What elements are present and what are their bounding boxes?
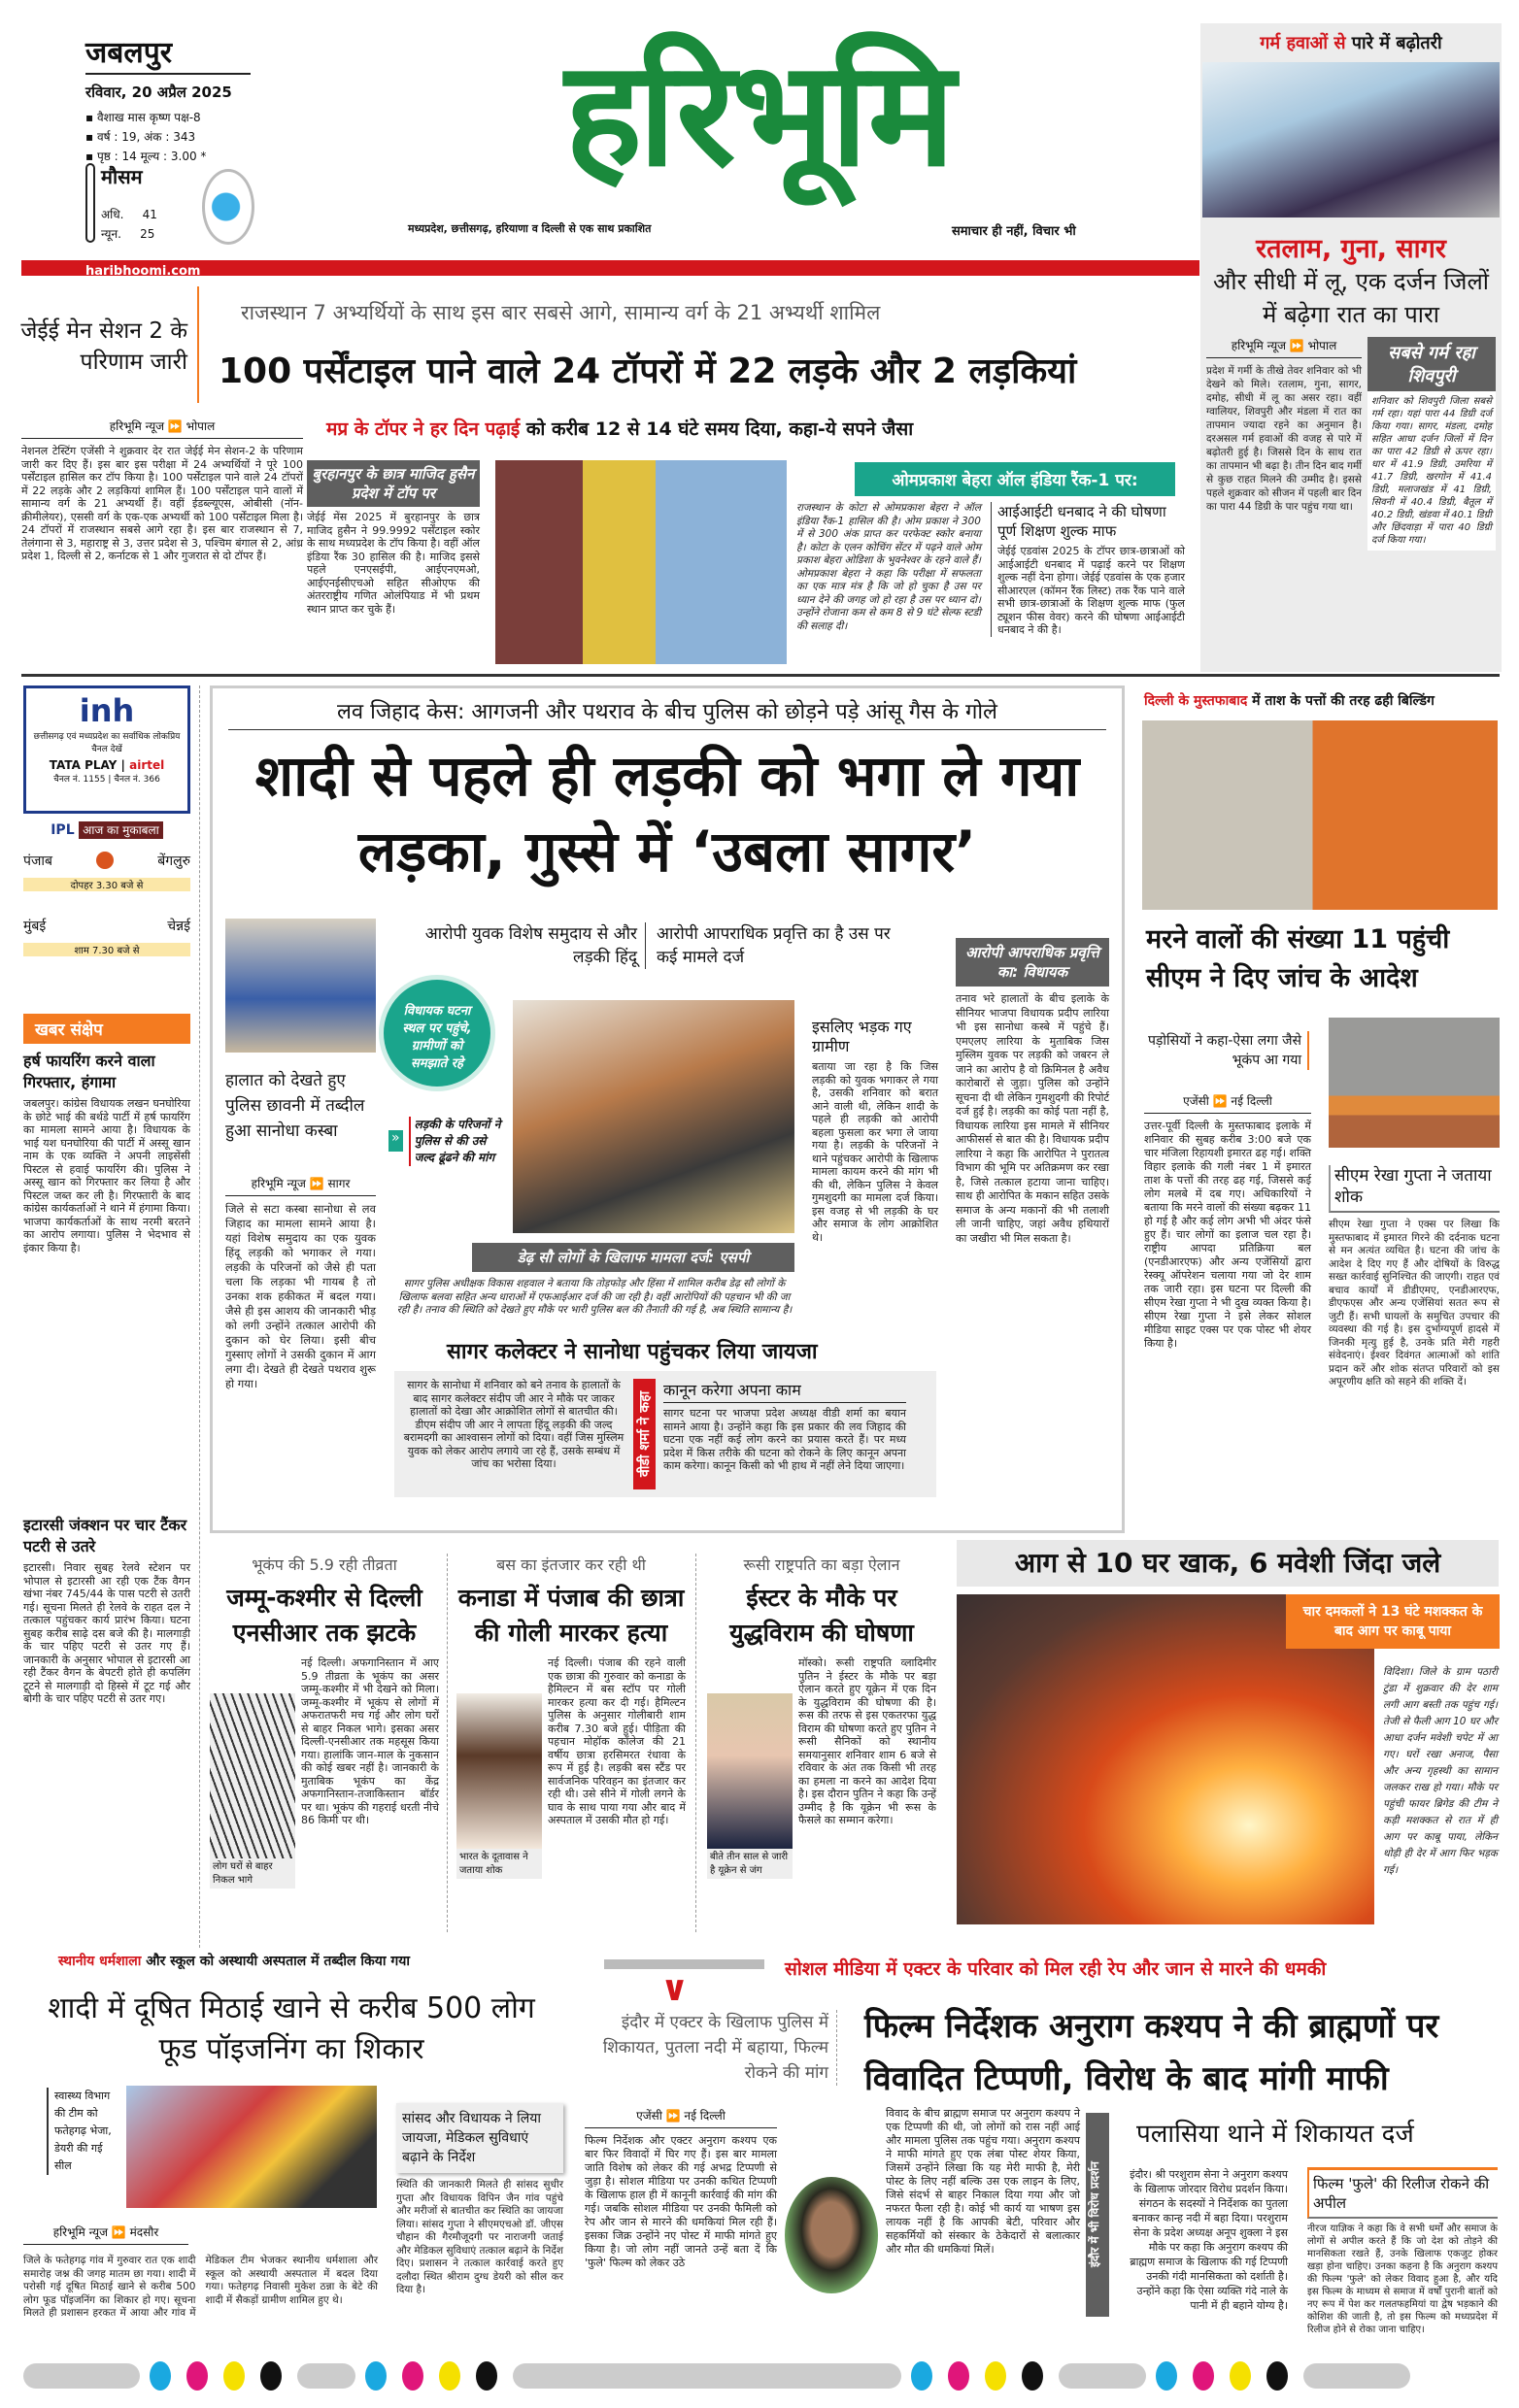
indore-headline: पलासिया थाने में शिकायत दर्ज [1136, 2120, 1414, 2149]
max-temp: 41 [142, 208, 157, 221]
kashyap-body-1: फिल्म निर्देशक और एक्टर अनुराग कश्यप एक बार फिर विवादों में घिर गए हैं। इस बार मामला जाति विशेष को लेकर की गई अभद्र टिप्पणी से जुड़ा है। सोशल मीडिया पर उनकी कथित टिप्पणी के खिलाफ हाल ही में कानूनी कार्रवाई की मांग की गई। जबकि सोशल मीडिया पर उनकी फैमिली को रेप और जान से मारने की धमकियां मिल रही हैं। इसका जिक्र उन्होंने नए पोस्ट में माफी मांगते हुए किया है। जो लोग नहीं जानते उन्हें बता दें कि 'फुले' फिल्म को लेकर उठे [585, 2134, 777, 2269]
jee-body: नेशनल टेस्टिंग एजेंसी ने शुक्रवार देर रात जेईई मेन सेशन-2 के परिणाम जारी कर दिए हैं। इस बार इस परीक्षा में 24 अभ्यर्थियों ने पूरे 100 पर्सेंटाइल हासिल कर टॉप किया है। 100 पर्सेंटाइल पाने वाले 24 टॉपरों में 22 लड़के और 2 लड़कियां शामिल हैं। 100 पर्सेंटाइल पाने वालों में सामान्य वर्ग के 21 अभ्यर्थी हैं। वहीं ईडब्ल्यूएस, ओबीसी (नॉन-क्रीमीलेयर), एससी वर्ग के एक-एक अभ्यर्थी को 100 पर्सेंटाइल मिला है। 24 टॉपरों में राजस्थान सबसे आगे रहा है। इस बार राजस्थान से 7, तेलंगाना से 3, महाराष्ट्र से 3, उत्तर प्रदेश से 3, पश्चिम बंगाल से 2, आंध्र प्रदेश 1, दिल्ली से 2, कर्नाटक से 1 और गुजरात से दो टॉपर हैं। [21, 445, 303, 562]
chevron-bar [604, 1959, 764, 1969]
collapse-photo [1142, 720, 1498, 910]
website-bar [21, 260, 1199, 279]
tagline-right: समाचार ही नहीं, विचार भी [952, 224, 1076, 239]
kashyap-side: इंदौर में एक्टर के खिलाफ पुलिस में शिकायत, पुतला नदी में बहाया, फिल्म रोकने की मांग [594, 2010, 837, 2086]
police-box: डेढ़ सौ लोगों के खिलाफ मामला दर्ज: एसपी सागर पुलिस अधीक्षक विकास शहवाल ने बताया कि तोड़फोड़ और हिंसा में शामिल करीब डेढ़ सौ लोगों के खिलाफ बलवा सहित अन्य धाराओं में एफआईआर दर्ज की जा रही है। वहीं आरोपियों की पहचान भी की जा रही है। तनाव की स्थिति को देखते हुए मौके पर भारी पुलिस बल की तैनाती की गई है, अब स्थिति सामान्य है। [394, 1243, 794, 1318]
mla-circle: विधायक घटना स्थल पर पहुंचे, ग्रामीणों को समझाते रहे [379, 975, 495, 1091]
food-caption: स्वास्थ्य विभाग की टीम को फतेहगढ़ भेजा, डेयरी की गई सील [47, 2088, 118, 2175]
double-chevron-icon: » [388, 1130, 403, 1152]
cloud-icon [202, 169, 254, 245]
food-headline: शादी में दूषित मिठाई खाने से करीब 500 लोग फूड पॉइजनिंग का शिकार [48, 1991, 535, 2066]
cricket-ball-icon [96, 852, 114, 869]
meta-line: ▪ पृष्ठ : 14 मूल्य : 3.00 * [85, 150, 207, 163]
collector-headline: सागर कलेक्टर ने सानोधा पहुंचकर लिया जायजा [447, 1340, 818, 1364]
delhi-quote: पड़ोसियों ने कहा-ऐसा लगा जैसे भूकंप आ गया [1146, 1031, 1309, 1070]
jee-kicker: राजस्थान 7 अभ्यर्थियों के साथ इस बार सबसे आगे, सामान्य वर्ग के 21 अभ्यर्थी शामिल [241, 301, 881, 324]
fire-badge: चार दमकलों ने 13 घंटे मशक्कत के बाद आग पर काबू पाया [1286, 1594, 1500, 1649]
cm-story: सीएम रेखा गुप्ता ने जताया शोक सीएम रेखा गुप्ता ने एक्स पर लिखा कि मुस्तफाबाद में इमारत गिरने की दर्दनाक घटना से मन अत्यंत व्यथित है। घटना की जांच के आदेश दे दिए गए हैं और दोषियों के विरुद्ध सख्त कार्रवाई सुनिश्चित की जाएगी। राहत एवं बचाव कार्यों में डीडीएमए, एनडीआरएफ, डीएफएस और अन्य एजेंसियां सतत रूप से जुटी हैं। सभी घायलों के समुचित उपचार की व्यवस्था की गई है। इस दुर्भाग्यपूर्ण हादसे में जिनकी मृत्यु हुई है, उनके प्रति मेरी गहरी संवेदनाएं। ईश्वर दिवंगत आत्माओं को शांति प्रदान करें और शोक संतप्त परिवारों को इस अपूरणीय क्षति को सहने की शक्ति दें। [1329, 1166, 1500, 1388]
seismograph-photo [210, 1693, 295, 1858]
fire-body: विदिशा। जिले के ग्राम पठारी टुंडा में शुक्रवार की देर शाम लगी आग बस्ती तक पहुंच गई। तेजी से फैली आग 10 घर और आधा दर्जन मवेशी चपेट में आ गए। घरों रखा अनाज, पैसा और अन्य गृहस्थी का सामान जलकर राख हो गया। मौके पर पहुंची फायर ब्रिगेड की टीम ने कड़ी मशक्कत से रात में ही आग पर काबू पाया, लेकिन थोड़ी ही देर में आग फिर भड़क गई। [1383, 1666, 1498, 1876]
edition-info [85, 31, 251, 166]
thermometer-icon [85, 163, 95, 243]
website-url[interactable]: haribhoomi.com [85, 264, 201, 279]
heat-body: प्रदेश में गर्मी के तीखे तेवर शनिवार को भी देखने को मिले। रतलाम, गुना, सागर, दमोह, सीधी में लू का असर रहा। वहीं ग्वालियर, शिवपुरी और मंडला में रात का तापमान ज्यादा रहने का अनुमान है। दरअसल गर्म हवाओं की वजह से पारे में बढ़ोतरी हुई है। जिससे दिन के साथ रात का तापमान भी बढ़ा है। तीन दिन बाद गर्मी से कुछ राहत मिलने की उम्मीद है। इससे पहले शुक्रवार को सीजन में पहली बार दिन का पारा 44 डिग्री के पार पहुंच गया था। [1206, 365, 1362, 513]
story-canada: बस का इंतजार कर रही थी कनाडा में पंजाब की छात्रा की गोली मारकर हत्या नई दिल्ली। पंजाब की रहने वाली एक छात्रा की गुरुवार को कनाडा के हैमिल्टन में बस स्टॉप पर गोली मारकर हत्या कर दी गई। हैमिल्टन पुलिस के अनुसार गोलीबारी शाम करीब 7.30 बजे हुई। पीड़िता की पहचान मोहॉक कॉलेज की 21 वर्षीय छात्रा हरसिमरत रंधावा के रूप में हुई है। लड़की बस स्टैंड पर सार्वजनिक परिवहन का इंतजार कर रही थी। उसे सीने में गोली लगने के घाव के साथ पाया गया और बाद में अस्पताल में उसकी मौत हो गई। भारत के दूतावास ने जताया शोक [456, 1554, 686, 1879]
topper-mp-box: बुरहानपुर के छात्र माजिद हुसैन प्रदेश में टॉप पर जेईई मेंस 2025 में बुरहानपुर के छात्र माजिद हुसैन ने 99.9992 पर्सेंटाइल स्कोर के साथ मध्यप्रदेश के टॉप किया है। वहीं ऑल इंडिया रैंक 30 हासिल की है। माजिद इससे पहले एनएसईपी, आईएनएमओ, आईएनईसीएचओ सहित सीओएफ की अंतरराष्ट्रीय गणित ओलंपियाड में भी प्रथम स्थान प्राप्त कर चुके हैं। [307, 460, 480, 616]
chevron-down-icon: ∨ [660, 1969, 690, 2009]
lead-body-1: जिले से सटा कस्बा सानोधा से लव जिहाद का मामला सामने आया है। यहां विशेष समुदाय का एक युवक हिंदू लड़की को भगाकर ले गया। लड़की के परिजनों को जैसे ही पता चला कि लड़का भी गायब है तो उनका शक हकीकत में बदल गया। जैसे ही इस आशय की जानकारी भीड़ को लगी उन्होंने तत्काल आरोपी की दुकान को घेर लिया। इसी बीच गुस्साए लोगों ने उसकी दुकान में आग लगा दी। देखते ही देखते पथराव शुरू हो गया। [225, 1202, 376, 1390]
fire-headline: आग से 10 घर खाक, 6 मवेशी जिंदा जले [957, 1540, 1499, 1587]
lead-photo-crowd [513, 1000, 794, 1233]
side-quote: हालात को देखते हुए पुलिस छावनी में तब्दील हुआ सानोधा कस्बा [225, 1071, 365, 1141]
hottest-box-body: शनिवार को शिवपुरी जिला सबसे गर्म रहा। यहां पारा 44 डिग्री दर्ज किया गया। सागर, मंडला, दमोह सहित आधा दर्जन जिलों में दिन का पारा 42 डिग्री से ऊपर रहा। धार में 41.9 डिग्री, उमरिया में 41.7 डिग्री, खरगोन में 41.4 डिग्री, मलाजखंड में 41 डिग्री, सिवनी में 40.4 डिग्री, बैतूल में 40.2 डिग्री, खंडवा में 40.1 डिग्री और छिंदवाड़ा में पारा 40 डिग्री दर्ज किया गया। [1367, 391, 1496, 551]
lead-col2-body: बताया जा रहा है कि जिस लड़की को युवक भगाकर ले गया है, उसकी शनिवार को बरात आने वाली थी, लेकिन शादी के पहले ही लड़की को आरोपी बहला फुसला कर भगा ले जाया गया है। लड़की के परिजनों ने थाने पहुंचकर आरोपी के खिलाफ मामला कायम करने की मांग भी की थी, लेकिन पुलिस ने केवल गुमशुदगी का मामला दर्ज किया। इस वजह से भी लड़की के घर और समाज के लोग आक्रोशित थे। [812, 1060, 938, 1244]
color-registration-bar [23, 2361, 1500, 2391]
vertical-label: इंदौर में भी विरोध प्रदर्शन [1086, 2113, 1109, 2317]
lead-kicker: लव जिहाद केस: आगजनी और पथराव के बीच पुलिस को छोड़ने पड़े आंसू गैस के गोले [228, 696, 1106, 730]
food-kicker: स्थानीय धर्मशाला और स्कूल को अस्थायी अस्पताल में तब्दील किया गया [58, 1954, 411, 1969]
edition-date: रविवार, 20 अप्रैल 2025 [85, 84, 232, 101]
lead-headline: शादी से पहले ही लड़की को भगा ले गया लड़का, गुस्से में ‘उबला सागर’ [254, 743, 1080, 885]
ipl-box: IPL आज का मुकाबला पंजाब बेंगलुरु दोपहर 3.30 बजे से मुंबई चेन्नई शाम 7.30 बजे से [23, 822, 190, 956]
rescue-photo [1329, 1018, 1500, 1148]
min-temp: 25 [140, 227, 155, 241]
appeal-box: फिल्म 'फुले' की रिलीज रोकने की अपील नीरज याज्ञिक ने कहा कि वे सभी धर्मों और समाज के लोगों से अपील करते हैं कि जो देश को तोड़ने की मानसिकता रखते हैं, उनके खिलाफ एकजुट होकर खड़ा होना चाहिए। उनका कहना है कि अनुराग कश्यप की फिल्म 'फुले' को लेकर विवाद हुआ है, और यदि इस फिल्म के माध्यम से समाज में वर्षों पुरानी बातों को नए रूप में पेश कर गलतफहमियां या द्वेष भड़काने की कोशिश की जाती है, तो इस फिल्म को मध्यप्रदेश में रिलीज होने से रोका जाना चाहिए। [1307, 2167, 1498, 2336]
deck-1: आरोपी युवक विशेष समुदाय से और लड़की हिंदू [408, 922, 646, 969]
kashyap-kicker: सोशल मीडिया में एक्टर के परिवार को मिल रही रेप और जान से मारने की धमकी [785, 1958, 1327, 1980]
kashyap-headline: फिल्म निर्देशक अनुराग कश्यप ने की ब्राह्मणों पर विवादित टिप्पणी, विरोध के बाद मांगी माफी [864, 2007, 1439, 2098]
delhi-kicker: दिल्ली के मुस्तफाबाद में ताश के पत्तों की तरह ढही बिल्डिंग [1144, 693, 1435, 709]
edition-city: जबलपुर [85, 31, 251, 75]
jee-subhead: मप्र के टॉपर ने हर दिन पढ़ाई को करीब 12 से 14 घंटे समय दिया, कहा-ये सपने जैसा [326, 418, 914, 440]
newspaper-logo: हरिभूमि [564, 30, 952, 199]
heat-story: गर्म हवाओं से पारे में बढ़ोतरी रतलाम, गुना, सागर और सीधी में लू, एक दर्जन जिलों में बढ़ेगा रात का पारा हरिभूमि न्यूज ⏩ भोपाल प्रदेश में गर्मी के तीखे तेवर शनिवार को भी देखने को मिले। रतलाम, गुना, सागर, दमोह, सीधी में लू का असर रहा। वहीं ग्वालियर, शिवपुरी और मंडला में रात का तापमान ज्यादा रहने का अनुमान है। दरअसल गर्म हवाओं की वजह से पारे में बढ़ोतरी हुई है। जिससे दिन के साथ रात का तापमान भी बढ़ा है। तीन दिन बाद गर्मी से कुछ राहत मिलने की उम्मीद है। इससे पहले शुक्रवार को सीजन में पहली बार दिन का पारा 44 डिग्री के पार पहुंच गया था। सबसे गर्म रहा शिवपुरी शनिवार को शिवपुरी जिला सबसे गर्म रहा। यहां पारा 44 डिग्री दर्ज किया गया। सागर, मंडला, दमोह सहित आधा दर्जन जिलों में दिन का पारा 42 डिग्री से ऊपर रहा। धार में 41.9 डिग्री, उमरिया में 41.7 डिग्री, खरगोन में 41.4 डिग्री, मलाजखंड में 41 डिग्री, सिवनी में 40.4 डिग्री, बैतूल में 40.2 डिग्री, खंडवा में 40.1 डिग्री और छिंदवाड़ा में पारा 40 डिग्री दर्ज किया गया। [1200, 23, 1502, 672]
weather-widget: मौसम अधि. 41 न्यून. 25 [85, 163, 260, 245]
demand-callout: » लड़की के परिजनों ने पुलिस से की उसे जल्द ढूंढने की मांग [388, 1117, 505, 1166]
news-brief-label: खबर संक्षेप [23, 1014, 190, 1044]
inh-ad[interactable]: inh छत्तीसगढ़ एवं मध्यप्रदेश का सर्वाधिक लोकप्रिय चैनल देखें TATA PLAY | airtel चैनल नं. 1155 | चैनल नं. 366 [23, 686, 190, 814]
divider [21, 674, 1500, 677]
meta-line: ▪ वर्ष : 19, अंक : 343 [85, 130, 196, 144]
hottest-box-title: सबसे गर्म रहा शिवपुरी [1367, 337, 1496, 391]
deck-2: आरोपी आपराधिक प्रवृत्ति का है उस पर कई मामले दर्ज [657, 924, 891, 967]
kashyap-body-2: विवाद के बीच ब्राह्मण समाज पर अनुराग कश्यप ने एक टिप्पणी की थी, जो लोगों को रास नहीं आई और मामला पुलिस तक पहुंच गया। अनुराग कश्यप ने माफी मांगते हुए एक लंबा पोस्ट शेयर किया, जिसमें उन्होंने लिखा कि यह मेरी माफी है, मेरी पोस्ट के लिए नहीं बल्कि उस एक लाइन के लिए, जिसे संदर्भ से बाहर निकाल दिया गया और जो नफरत फैला रही है। कोई भी कार्य या भाषण इस लायक नहीं है कि आपकी बेटी, परिवार और सहकर्मियों को संस्कार के ठेकेदारों से बलात्कार और मौत की धमकियां मिलें। [886, 2107, 1080, 2256]
jee-headline: 100 पर्सेंटाइल पाने वाले 24 टॉपरों में 22 लड़के और 2 लड़कियां [219, 351, 1077, 391]
topper-photo [495, 460, 787, 664]
column-rule [447, 1554, 448, 1932]
tagline-left: मध्यप्रदेश, छत्तीसगढ़, हरियाणा व दिल्ली से एक साथ प्रकाशित [408, 222, 652, 235]
victim-photo [456, 1693, 542, 1849]
jee-side-title: जेईई मेन सेशन 2 के परिणाम जारी [19, 286, 199, 403]
column-rule [199, 686, 200, 1948]
weather-label: मौसम [101, 165, 143, 188]
delhi-headline: मरने वालों की संख्या 11 पहुंची सीएम ने दिए जांच के आदेश [1146, 924, 1450, 993]
anurag-photo [783, 2175, 880, 2295]
column-rule [695, 1554, 696, 1932]
heat-headline: और सीधी में लू, एक दर्जन जिलों में बढ़ेगा रात का पारा [1213, 268, 1489, 328]
mla-story: आरोपी आपराधिक प्रवृत्ति का: विधायक तनाव भरे हालातों के बीच इलाके के सीनियर भाजपा विधायक प्रदीप लारिया भी इस सानोधा कस्बे में पहुंचे हैं। एमएलए लारिया के मुताबिक जिस मुस्लिम युवक पर लड़की को जबरन ले जाने का आरोप है वो क्रिमिनल है अवैध कारोबारों से जुड़ा। पुलिस को उन्होंने सूचना दी थी लेकिन गुमशुदगी की रिपोर्ट दर्ज हुई है। लड़की का कोई पता नहीं है, विधायक लारिया इस मामले में सीनियर आफीसर्स से बात की है। विधायक प्रदीप लारिया ने कहा कि आरोपित ने पुरातत्व विभाग की भूमि पर अतिक्रमण कर रखा है, जिसे तत्काल हटाया जाना चाहिए। साथ ही आरोपित के मकान सहित उसके समाज के अन्य मकानों की भी तलाशी ली जानी चाहिए, जहां अवैध हथियारों का जखीरा भी मिल सकता है। [956, 938, 1109, 1246]
food-body: जिले के फतेहगढ़ गांव में गुरुवार रात एक शादी समारोह जश्न की जगह मातम छा गया। शादी में परोसी गई दूषित मिठाई खाने से करीब 500 लोग फूड पॉइजनिंग का शिकार हो गए। सूचना मिलते ही प्रशासन हरकत में आया और गांव में मेडिकल टीम भेजकर स्थानीय धर्मशाला और स्कूल को अस्थायी अस्पताल में बदल दिया गया। फतेहगढ़ निवासी मुकेश ठन्ना के बेटे की शादी में सैकड़ों ग्रामीण शामिल हुए थे। [23, 2255, 378, 2319]
brief-2: इटारसी जंक्शन पर चार टैंकर पटरी से उतरे इटारसी। निवार सुबह रेलवे स्टेशन पर भोपाल से इटारसी आ रही एक टैंक वैगन खंभा नंबर 745/44 के पास पटरी से उतरी गई। सूचना मिलते ही रेलवे के राहत दल ने तत्काल पहुंचकर कार्य प्रारंभ किया। घटना सुबह करीब साढ़े दस बजे की है। मालगाड़ी के चार पहिए पटरी से उतर गए हैं। जानकारी के अनुसार भोपाल से इटारसी आ रही टैंकर वैगन के बेपटरी होते ही कपलिंग टूटने से मालगाड़ी दो हिस्से में टूट गई और बोगी के चार पहिए पटरी से उतर गए। [23, 1516, 190, 1705]
mp-visit-box: सांसद और विधायक ने लिया जायजा, मेडिकल सुविधाएं बढ़ाने के निर्देश स्थिति की जानकारी मिलते ही सांसद सुधीर गुप्ता और विधायक विपिन जैन गांव पहुंचे और मरीजों से बातचीत कर स्थिति का जायजा लिया। सांसद गुप्ता ने सीएमएचओ डॉ. जीएस चौहान की गैरमौजूदगी पर नाराजगी जताई और मेडिकल सुविधाएं तत्काल बढ़ाने के निर्देश दिए। प्रशासन ने तत्काल कार्रवाई करते हुए दलौदा स्थित श्रीराम दुग्ध डेयरी को सील कर दिया है। [396, 2103, 563, 2297]
heat-headline-red: रतलाम, गुना, सागर [1256, 234, 1446, 264]
brief-1: हर्ष फायरिंग करने वाला गिरफ्तार, हंगामा जबलपुर। कांग्रेस विधायक लखन घनघोरिया के छोटे भाई की बर्थडे पार्टी में हर्ष फायरिंग का मामला सामने आया है। विधायक के भाई यश घनघोरिया की पार्टी में अस्सू खान नाम के एक व्यक्ति ने अपनी लाइसेंसी पिस्टल से हवाई फायरिंग की। पुलिस ने अस्सू खान को गिरफ्तार कर लिया है और पिस्टल जब्त कर ली है। गिरफ्तारी के बाद कांग्रेस कार्यकर्ताओं ने थाने में हंगामा किया। भाजपा कार्यकर्ताओं के साथ नरमी बरतने का आरोप लगाया। पुलिस ने भेदभाव से इंकार किया है। [23, 1052, 190, 1254]
hospital-photo [126, 2086, 377, 2208]
heat-photo-women-umbrella [1202, 62, 1500, 217]
indore-body: इंदौर। श्री परशुराम सेना ने अनुराग कश्यप के खिलाफ जोरदार विरोध प्रदर्शन किया। संगठन के सदस्यों ने निर्देशक का पुतला बनाकर कान्ह नदी में बहा दिया। परशुराम सेना के प्रदेश अध्यक्ष अनूप शुक्ला ने इस मौके पर कहा कि अनुराग कश्यप की ब्राह्मण समाज के खिलाफ की गई टिप्पणी उनकी गंदी मानसिकता को दर्शाती है। उन्होंने कहा कि ऐसा व्यक्ति गंदे नाले के पानी में ही बहाने योग्य है। [1130, 2168, 1288, 2312]
story-earthquake: भूकंप की 5.9 रही तीव्रता जम्मू-कश्मीर से दिल्ली एनसीआर तक झटके नई दिल्ली। अफगानिस्तान में आए 5.9 तीव्रता के भूकंप का असर जम्मू-कश्मीर में भी देखने को मिला। जम्मू-कश्मीर में भूकंप से लोगों में अफरातफरी मच गई और लोग घरों से बाहर निकल भागे। इसका असर दिल्ली-एनसीआर तक महसूस किया गया। हालांकि जान-माल के नुकसान की कोई खबर नहीं है। जानकारी के मुताबिक भूकंप का केंद्र अफगानिस्तान-तजाकिस्तान बॉर्डर पर था। भूकंप की गहराई धरती नीचे 86 किमी पर थी। लोग घरों से बाहर निकल भागे [210, 1554, 439, 1889]
rank1-box: ओमप्रकाश बेहरा ऑल इंडिया रैंक-1 पर: राजस्थान के कोटा से ओमप्रकाश बेहरा ने ऑल इंडिया रैंक-1 हासिल की है। ओम प्रकाश ने 300 में से 300 अंक प्राप्त कर परफेक्ट स्कोर बनाया है। कोटा के एलन कोचिंग सेंटर में पढ़ने वाले ओम प्रकाश बेहरा ओडिशा के भुवनेश्वर के रहने वाले हैं। ओमप्रकाश बेहरा ने कहा कि परीक्षा में सफलता का एक मात्र मंत्र है कि जो हो चुका है उस पर ध्यान देने की जगह जो हो रहा है उस पर ध्यान दो। उन्होंने रोजाना कम से कम 8 से 9 घंटे सेल्फ स्टडी की सलाह दी। आईआईटी धनबाद ने की घोषणा पूर्ण शिक्षण शुल्क माफ जेईई एडवांस 2025 के टॉपर छात्र-छात्राओं को आईआईटी धनबाद में पढ़ाई करने पर शिक्षण शुल्क नहीं देना होगा। जेईई एडवांस के एक हजार सीआरएल (कॉमन रैंक लिस्ट) तक रैंक पाने वाले सभी छात्र-छात्राओं के शिक्षण शुल्क माफ (फुल ट्यूशन फीस वेवर) करने की घोषणा आईआईटी धनबाद ने की है। [796, 462, 1190, 637]
lead-photo-small [225, 919, 376, 1053]
delhi-body: उत्तर-पूर्वी दिल्ली के मुस्तफाबाद इलाके में शनिवार की सुबह करीब 3:00 बजे एक चार मंजिला रिहायशी इमारत ढह गई। शक्ति विहार इलाके की गली नंबर 1 में इमारत ताश के पत्तों की तरह ढह गई, जिससे कई लोग मलबे में दब गए। अधिकारियों ने बताया कि मरने वालों की संख्या बढ़कर 11 हो गई है और कई लोग अभी भी अंदर फंसे हुए हैं। चार लोगों का इलाज चल रहा है। राष्ट्रीय आपदा प्रतिक्रिया बल (एनडीआरएफ) और अन्य एजेंसियों द्वारा रेस्क्यू ऑपरेशन चलाया गया जो देर शाम तक जारी रहा। इस घटना पर दिल्ली की सीएम रेखा गुप्ता ने भी दुख व्यक्त किया है। सीएम रेखा गुप्ता ने इसे लेकर सोशल मीडिया साइट एक्स पर एक पोस्ट भी शेयर किया है। [1144, 1120, 1311, 1350]
putin-photo [707, 1693, 793, 1849]
collector-box: सागर के सानोधा में शनिवार को बने तनाव के हालातों के बाद सागर कलेक्टर संदीप जी आर ने मौके पर जाकर हालातों को देखा और आक्रोशित लोगों से बातचीत की। डीएम संदीप जी आर ने लापता हिंदू लड़की की जल्द बरामदगी का आश्वासन लोगों को दिया। वहीं जिस मुस्लिम युवक को लेकर आरोप लगाये जा रहे हैं, उसके सम्बंध में जांच का भरोसा दिया। वीडी शर्मा ने कहा कानून करेगा अपना काम सागर घटना पर भाजपा प्रदेश अध्यक्ष वीडी शर्मा का बयान सामने आया है। उन्होंने कहा कि इस प्रकार की लव जिहाद की घटना एक नहीं कई लोग करने का प्रयास करते हैं। पर मध्य प्रदेश में किस तरीके की घटना को रोकने के लिए कानून अपना काम करेगा। कानून किसी को भी हाथ में नहीं लेने दिया जाएगा। [394, 1371, 936, 1497]
meta-line: ▪ वैशाख मास कृष्ण पक्ष-8 [85, 111, 201, 124]
story-russia: रूसी राष्ट्रपति का बड़ा ऐलान ईस्टर के मौके पर युद्धविराम की घोषणा मॉस्को। रूसी राष्ट्रपति व्लादिमीर पुतिन ने ईस्टर के मौके पर बड़ा ऐलान करते हुए यूक्रेन में एक दिन के युद्धविराम की घोषणा की है। रूस की तरफ से इस एकतरफा युद्ध विराम की घोषणा करते हुए पुतिन ने रूसी सैनिकों को स्थानीय समयानुसार शनिवार शाम 6 बजे से रविवार के अंत तक किसी भी तरह का हमला ना करने का आदेश दिया है। इस दौरान पुतिन ने कहा कि उन्हें उम्मीद है कि यूक्रेन भी रूस के फैसले का सम्मान करेगा। बीते तीन साल से जारी है यूक्रेन से जंग [707, 1554, 936, 1879]
